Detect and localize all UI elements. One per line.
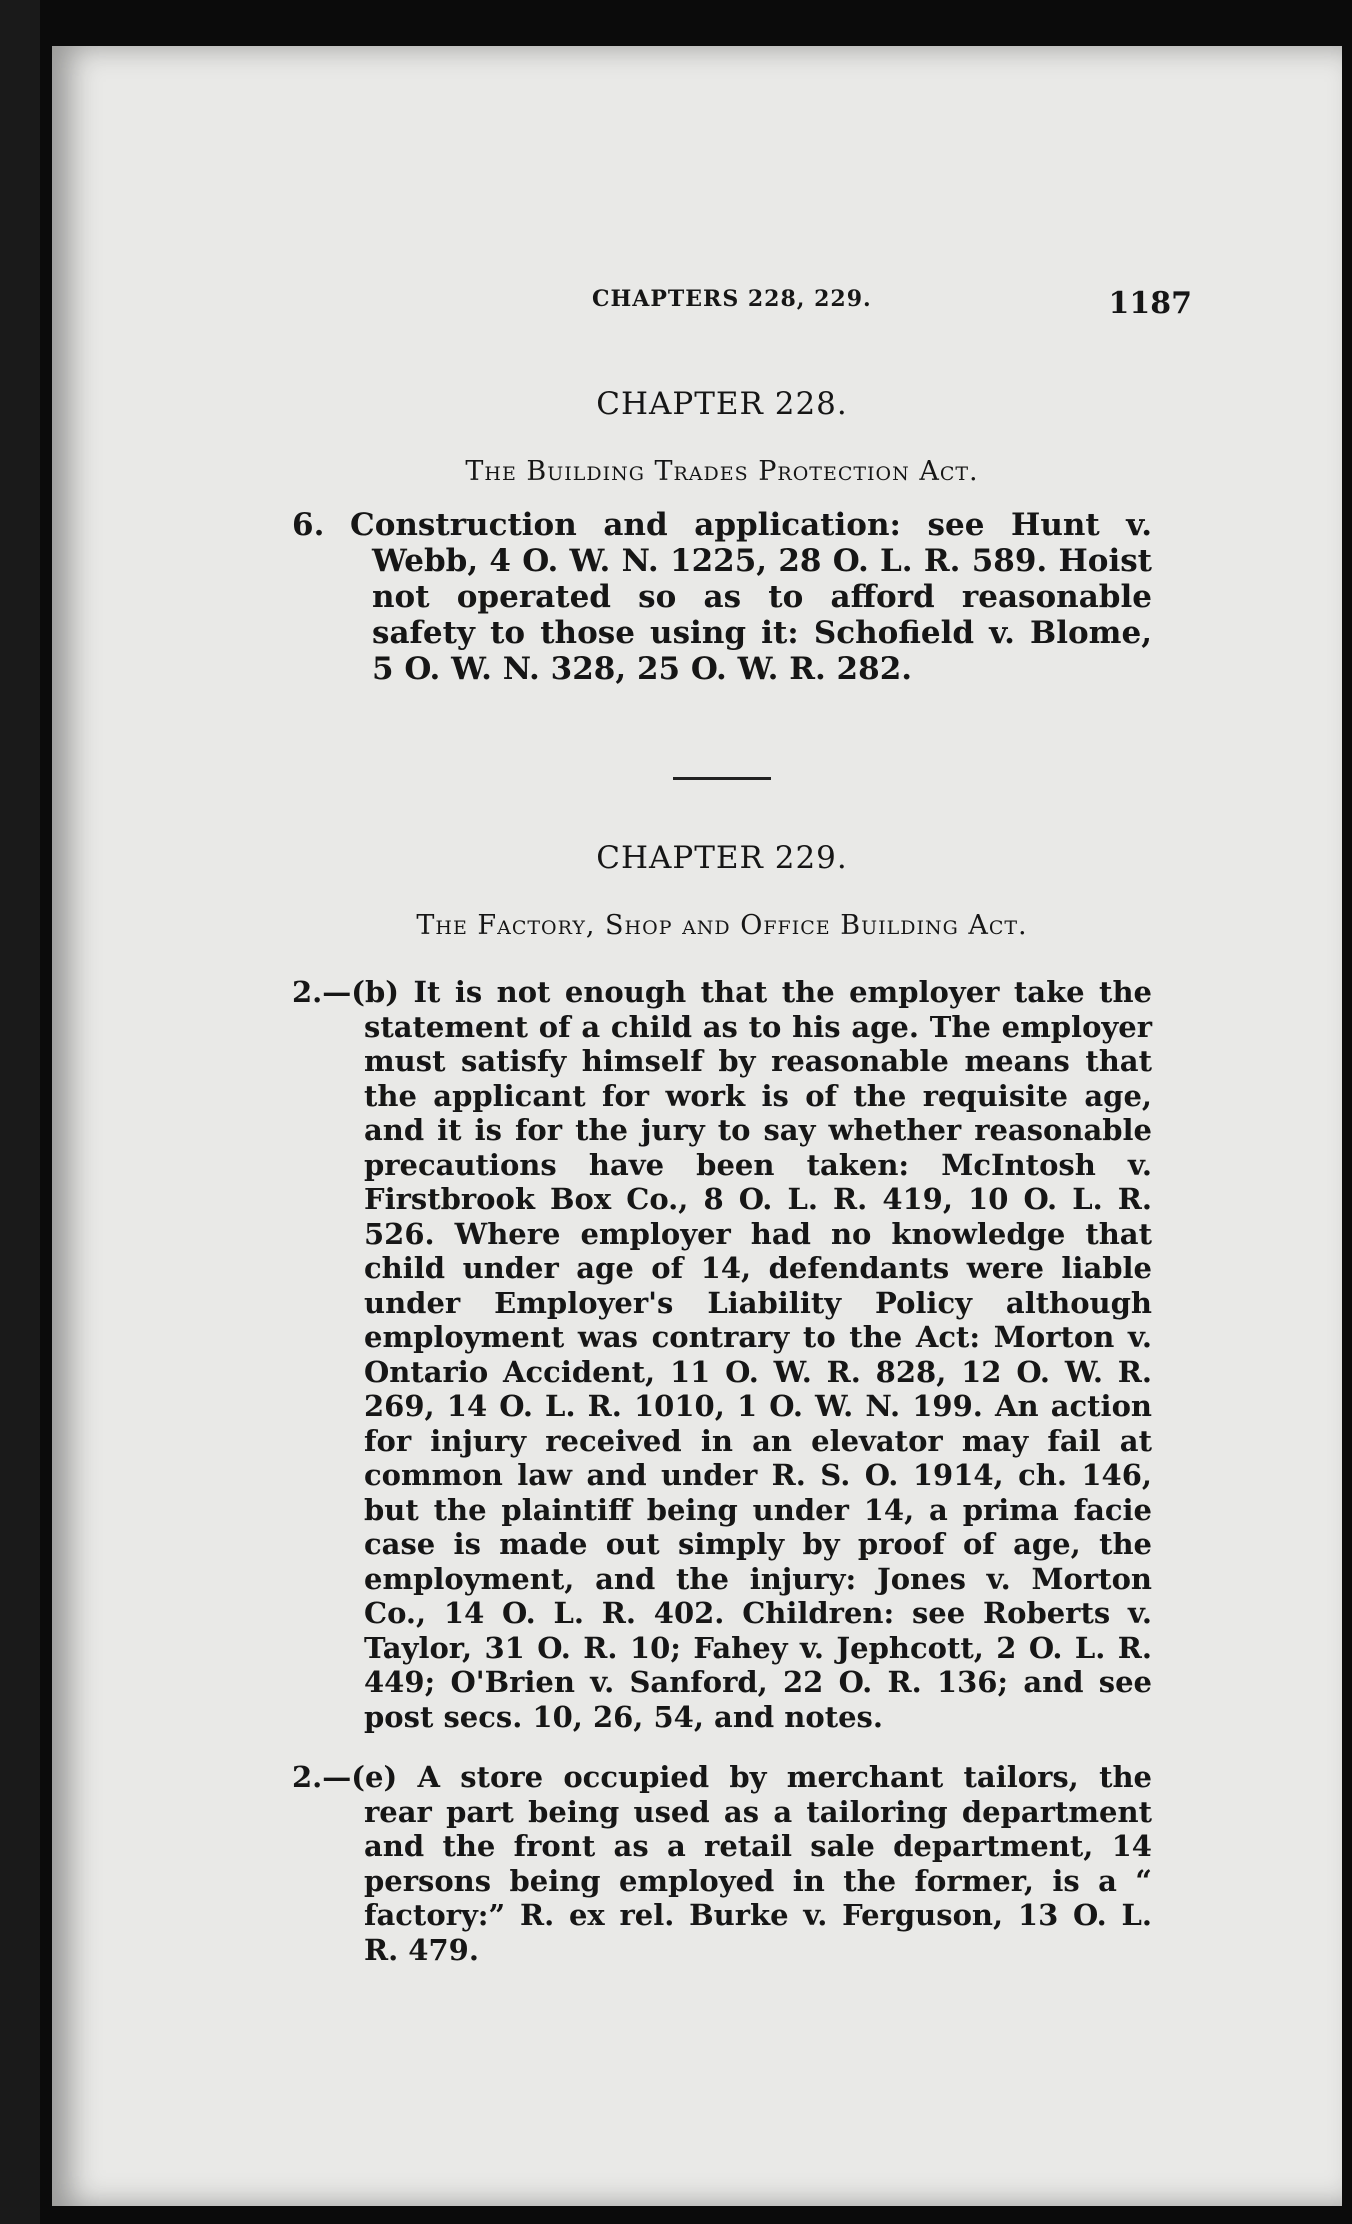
section-text: A store occupied by merchant tailors, the rear part being used as a tailoring department and the front as a retail sale department, 14 persons being employed in the former, is a “ factory:” R. ex rel. Burke v. Ferguson, 13 O. L. R. 479. [364, 1760, 1152, 1967]
chapter-228-act-title: The Building Trades Protection Act. [465, 456, 979, 487]
running-head [292, 286, 1192, 346]
chapter-229-act-title: The Factory, Shop and Office Building Act. [416, 910, 1028, 941]
page-number: 1187 [1108, 286, 1192, 321]
page-content [292, 286, 1192, 1967]
running-title: CHAPTERS 228, 229. [592, 286, 872, 312]
section-number: 2.—(e) [292, 1760, 398, 1794]
section-number: 6. [292, 507, 325, 543]
document-page [52, 46, 1342, 2206]
chapter-229-heading: CHAPTER 229. [596, 840, 848, 876]
section-number: 2.—(b) [292, 975, 399, 1009]
chapter-228-heading: CHAPTER 228. [596, 386, 848, 422]
chapter-divider [673, 777, 771, 780]
section-text: It is not enough that the employer take the statement of a child as to his age. The employer must satisfy himself by reasonable means that the applicant for work is of the requisite age, and it is for the jury to say whether reasonable precautions have been taken: McIntosh v. Firstbrook Box Co., 8 O. L. R. 419, 10 O. L. R. 526. Where employer had no knowledge that child under age of 14, defendants were liable under Employer's Liability Policy although employment was contrary to the Act: Morton v. Ontario Accident, 11 O. W. R. 828, 12 O. W. R. 269, 14 O. L. R. 1010, 1 O. W. N. 199. An action for injury received in an elevator may fail at common law and under R. S. O. 1914, ch. 146, but the plaintiff being under 14, a prima facie case is made out simply by proof of age, the employment, and the injury: Jones v. Morton Co., 14 O. L. R. 402. Children: see Roberts v. Taylor, 31 O. R. 10; Fahey v. Jephcott, 2 O. L. R. 449; O'Brien v. Sanford, 22 O. R. 136; and see post secs. 10, 26, 54, and notes. [364, 975, 1152, 1734]
chapter-229-section-2b [292, 975, 1152, 1734]
book-gutter [0, 0, 40, 2224]
section-text: Construction and application: see Hunt v. Webb, 4 O. W. N. 1225, 28 O. L. R. 589. Hoist not operated so as to afford reasonable safety to those using it: Schofield v. Blome, 5 O. W. N. 328, 25 O. W. R. 282. [350, 507, 1152, 687]
chapter-229-section-2e [292, 1760, 1152, 1967]
chapter-228-section-6 [292, 507, 1152, 687]
